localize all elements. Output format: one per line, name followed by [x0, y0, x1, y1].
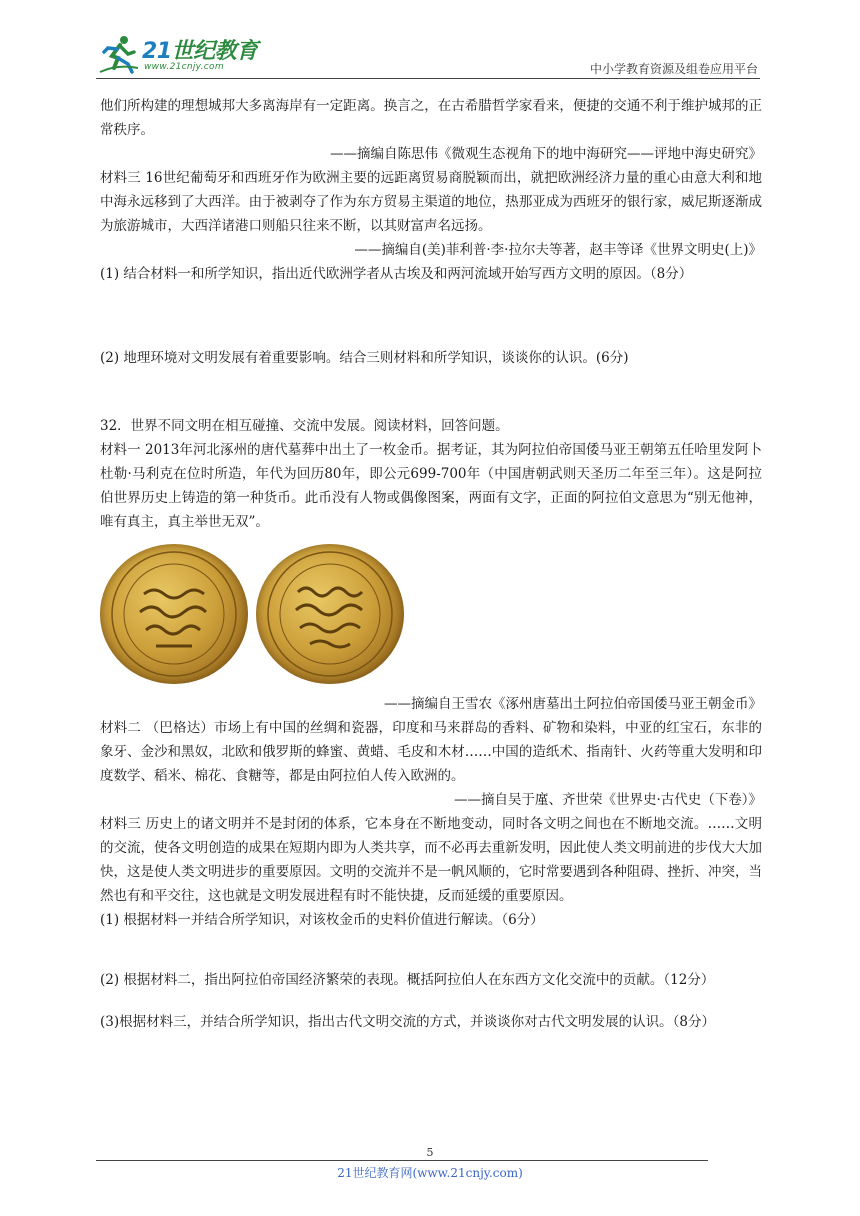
platform-title: 中小学教育资源及组卷应用平台 — [589, 62, 758, 76]
material-three-q32: 材料三 历史上的诸文明并不是封闭的体系，它本身在不断地变动，同时各文明之间也在不断地交流。……文明的交流，使各文明创造的成果在短期内即为人类共享，而不必再去重新发明，因此使人类文明前进的步伐大大加快，这是使人类文明进步的重要原因。文明的交流并不是一帆风顺的，它时常要遇到各种阻碍、挫折、冲突，当然也有和平交往，这也就是文明发展进程有时不能快捷，反而延缓的重要原因。 — [100, 816, 762, 904]
coin-obverse — [100, 544, 248, 684]
question-31-1: (1) 结合材料一和所学知识，指出近代欧洲学者从古埃及和两河流域开始写西方文明的原因。（8分） — [100, 266, 693, 282]
site-logo[interactable] — [96, 30, 266, 78]
answer-space[interactable] — [100, 286, 762, 346]
question-31-2: (2) 地理环境对文明发展有着重要影响。结合三则材料和所学知识，谈谈你的认识。(6分) — [100, 350, 629, 366]
footer-site-link[interactable]: 21世纪教育网(www.21cnjy.com) — [337, 1166, 523, 1180]
source-citation: ——摘编自王雪农《涿州唐墓出土阿拉伯帝国倭马亚王朝金币》 — [384, 696, 762, 712]
logo-url: www.21cnjy.com — [144, 62, 224, 72]
runner-logo-icon — [98, 34, 138, 74]
material-three-q31: 材料三 16世纪葡萄牙和西班牙作为欧洲主要的远距离贸易商脱颖而出，就把欧洲经济力量的重心由意大利和地中海永远移到了大西洋。由于被剥夺了作为东方贸易主渠道的地位，热那亚成为西班牙的银行家，威尼斯逐渐成为旅游城市，大西洋诸港口则船只往来不断，以其财富声名远扬。 — [100, 170, 762, 234]
footer-divider — [96, 1160, 708, 1161]
source-citation: ——摘编自陈思伟《微观生态视角下的地中海研究——评地中海史研究》 — [330, 146, 762, 162]
paragraph-continuation: 他们所构建的理想城邦大多离海岸有一定距离。换言之，在古希腊哲学家看来，便捷的交通不利于维护城邦的正常秩序。 — [100, 98, 762, 138]
logo-text — [142, 34, 258, 65]
page-number: 5 — [426, 1146, 434, 1159]
source-citation: ——摘编自(美)菲利普·李·拉尔夫等著，赵丰等译《世界文明史(上)》 — [354, 242, 762, 258]
answer-space[interactable] — [100, 370, 762, 414]
question-32-2: (2) 根据材料二，指出阿拉伯帝国经济繁荣的表现。概括阿拉伯人在东西方文化交流中的贡献。（12分） — [100, 972, 715, 988]
answer-space[interactable] — [100, 932, 762, 968]
gold-coin-photo — [100, 540, 410, 690]
arabic-inscription-icon — [100, 544, 248, 684]
material-two: 材料二 （巴格达）市场上有中国的丝绸和瓷器，印度和马来群岛的香料、矿物和染料，中亚的红宝石，东非的象牙、金沙和黑奴，北欧和俄罗斯的蜂蜜、黄蜡、毛皮和木材……中国的造纸术、指南针、火药等重大发明和印度数学、稻米、棉花、食糖等，都是由阿拉伯人传入欧洲的。 — [100, 720, 762, 784]
question-32-3: (3)根据材料三，并结合所学知识，指出古代文明交流的方式，并谈谈你对古代文明发展的认识。（8分） — [100, 1014, 715, 1030]
logo-chinese: 世纪教育 — [171, 39, 258, 64]
page-header — [96, 30, 760, 78]
document-body — [100, 94, 762, 1034]
question-32-1: (1) 根据材料一并结合所学知识，对该枚金币的史料价值进行解读。（6分） — [100, 912, 544, 928]
arabic-inscription-icon — [256, 544, 404, 684]
answer-space[interactable] — [100, 992, 762, 1010]
material-one: 材料一 2013年河北涿州的唐代墓葬中出土了一枚金币。据考证，其为阿拉伯帝国倭马亚王朝第五任哈里发阿卜杜勒·马利克在位时所造，年代为回历80年，即公元699-700年（中国唐朝武则天圣历二年至三年）。这是阿拉伯世界历史上铸造的第一种货币。此币没有人物或偶像图案，两面有文字，正面的阿拉伯文意思为“别无他神，唯有真主，真主举世无双”。 — [100, 442, 762, 530]
header-divider — [96, 78, 760, 79]
question-32-title: 32．世界不同文明在相互碰撞、交流中发展。阅读材料，回答问题。 — [100, 418, 509, 434]
logo-number: 21 — [142, 39, 172, 64]
source-citation: ——摘自吴于廑、齐世荣《世界史·古代史（下卷）》 — [453, 792, 762, 808]
coin-reverse — [256, 544, 404, 684]
